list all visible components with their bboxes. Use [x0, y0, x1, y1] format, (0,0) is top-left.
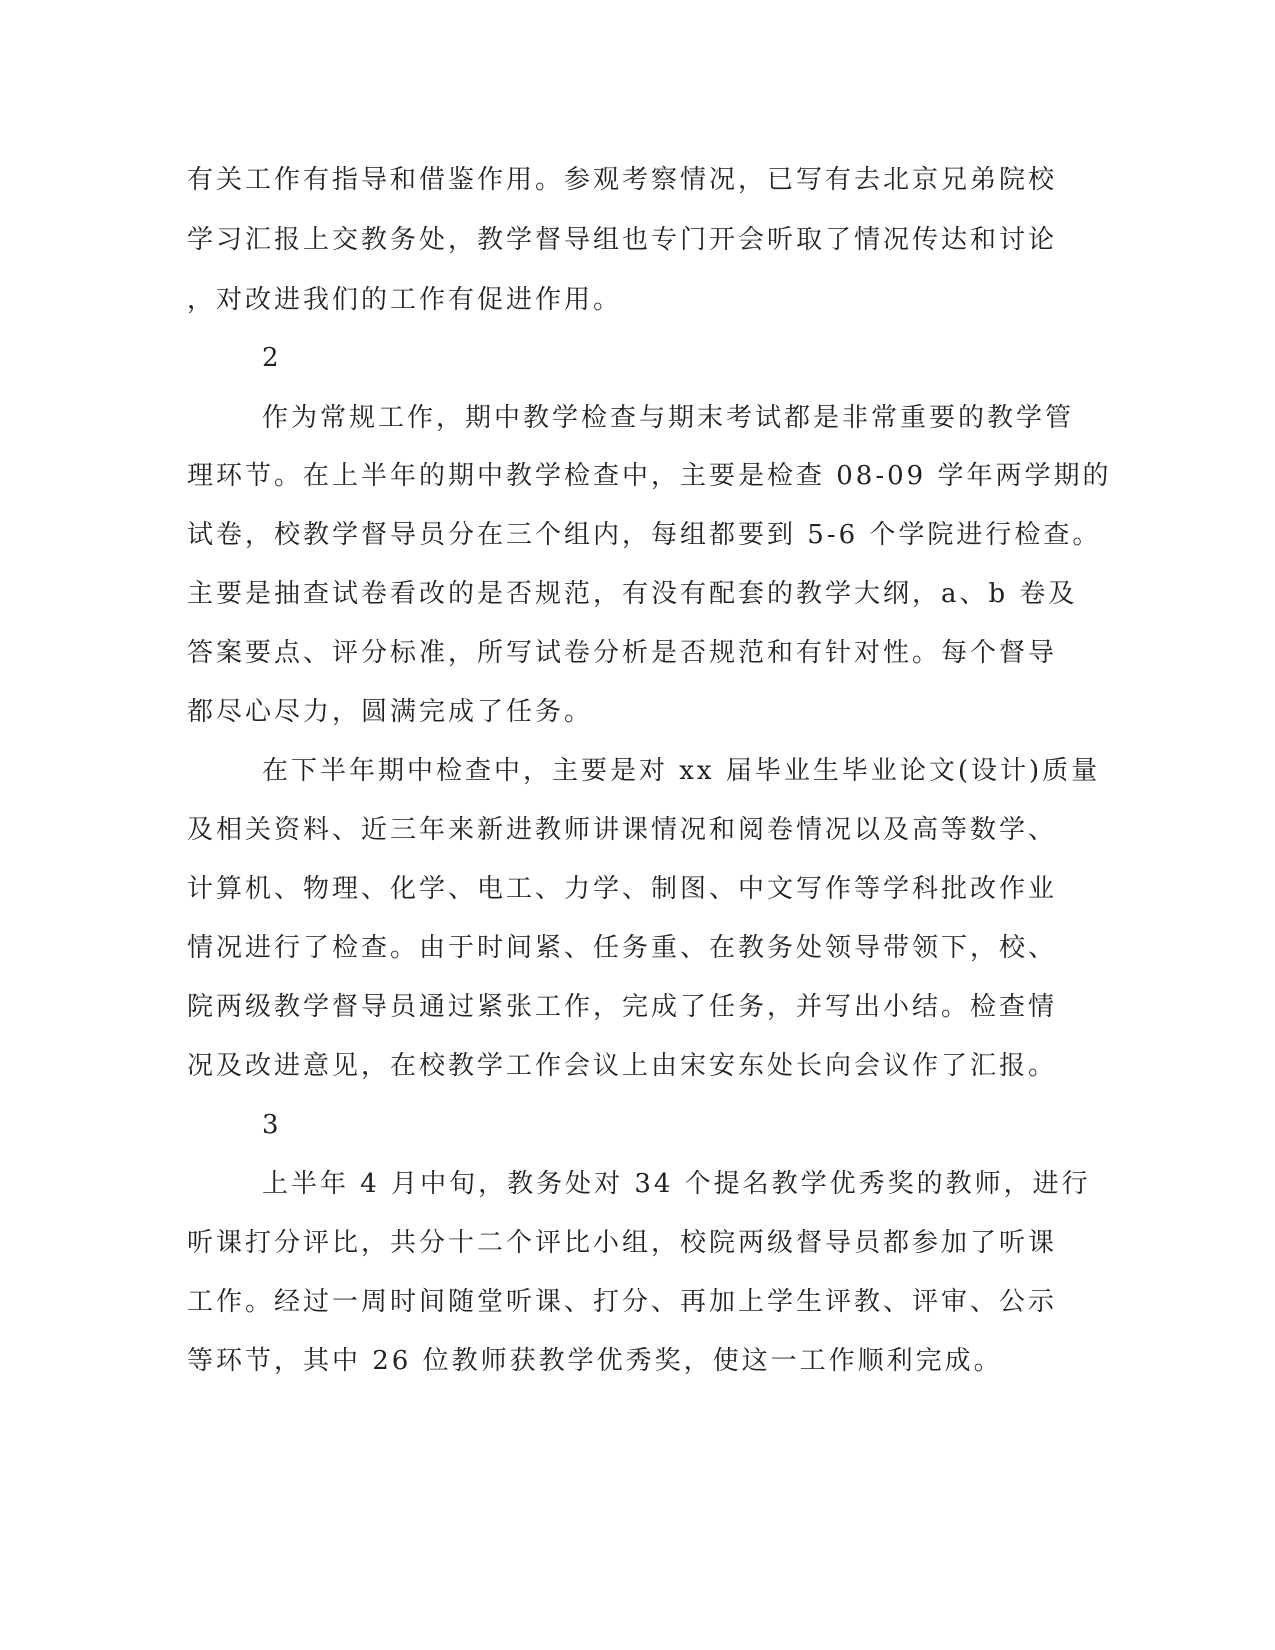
text-line: 院两级教学督导员通过紧张工作，完成了任务，并写出小结。检查情 — [187, 992, 1058, 1022]
text-line: 答案要点、评分标准，所写试卷分析是否规范和有针对性。每个督导 — [187, 638, 1058, 668]
text-line: 都尽心尽力，圆满完成了任务。 — [187, 697, 594, 727]
text-line: 有关工作有指导和借鉴作用。参观考察情况，已写有去北京兄弟院校 — [187, 165, 1058, 195]
text-line: 理环节。在上半年的期中教学检查中，主要是检查 08-09 学年两学期的 — [187, 461, 1112, 491]
text-line: 况及改进意见，在校教学工作会议上由宋安东处长向会议作了汇报。 — [187, 1051, 1058, 1081]
text-line: 试卷，校教学督导员分在三个组内，每组都要到 5-6 个学院进行检查。 — [187, 520, 1102, 550]
text-line: 计算机、物理、化学、电工、力学、制图、中文写作等学科批改作业 — [187, 874, 1058, 904]
text-line: 情况进行了检查。由于时间紧、任务重、在教务处领导带领下，校、 — [187, 933, 1058, 963]
text-line: 上半年 4 月中旬，教务处对 34 个提名教学优秀奖的教师，进行 — [262, 1169, 1091, 1199]
text-line: 工作。经过一周时间随堂听课、打分、再加上学生评教、评审、公示 — [187, 1287, 1058, 1317]
text-line: 学习汇报上交教务处，教学督导组也专门开会听取了情况传达和讨论 — [187, 225, 1058, 255]
text-line: 作为常规工作，期中教学检查与期末考试都是非常重要的教学管 — [262, 403, 1075, 433]
text-line: 听课打分评比，共分十二个评比小组，校院两级督导员都参加了听课 — [187, 1228, 1058, 1258]
text-line: 主要是抽查试卷看改的是否规范，有没有配套的教学大纲，a、b 卷及 — [187, 579, 1078, 609]
text-line: ，对改进我们的工作有促进作用。 — [187, 285, 623, 315]
text-line: 在下半年期中检查中，主要是对 xx 届毕业生毕业论文(设计)质量 — [262, 756, 1101, 786]
text-line: 等环节，其中 26 位教师获教学优秀奖，使这一工作顺利完成。 — [187, 1346, 1003, 1376]
text-line: 及相关资料、近三年来新进教师讲课情况和阅卷情况以及高等数学、 — [187, 815, 1058, 845]
section-number: 3 — [262, 1110, 282, 1140]
section-number: 2 — [262, 343, 282, 373]
